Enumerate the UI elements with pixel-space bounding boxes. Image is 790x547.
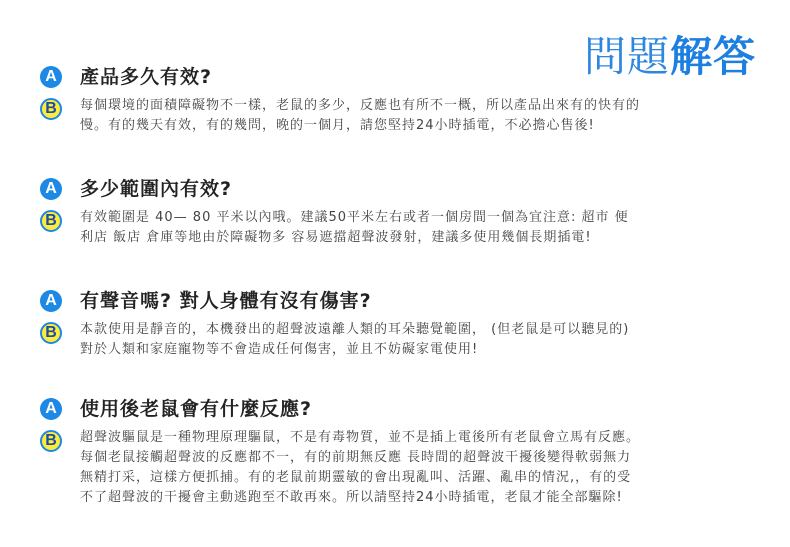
answer-text [80,428,760,508]
answer-text [80,208,760,248]
question-badge: A [40,290,62,312]
answer-line: 利店 飯店 倉庫等地由於障礙物多 容易遮擋超聲波發射，建議多使用幾個長期插電! [80,230,592,245]
faq-item [40,396,760,508]
question-row [40,396,760,422]
question-row [40,64,760,90]
answer-line: 慢。有的幾天有效，有的幾問，晚的一個月，請您堅持24小時插電，不必擔心售後! [80,118,595,133]
faq-item [40,288,760,360]
question-badge: A [40,178,62,200]
answer-badge: B [40,322,62,344]
answer-line: 超聲波驅鼠是一種物理原理驅鼠，不是有毒物質，並不是插上電後所有老鼠會立馬有反應。 [80,430,641,445]
answer-line: 每個老鼠接觸超聲波的反應都不一，有的前期無反應 長時間的超聲波干擾後變得軟弱無力 [80,450,632,465]
answer-text [80,96,760,136]
answer-row [40,208,760,248]
question-text: 產品多久有效? [80,66,213,88]
title-part-1: 問題 [583,32,670,81]
answer-line: 本款使用是靜音的，本機發出的超聲波遠離人類的耳朵聽覺範圍， (但老鼠是可以聽見的) [80,322,630,337]
answer-row [40,320,760,360]
question-text: 有聲音嗎? 對人身體有沒有傷害? [80,290,372,312]
answer-row [40,428,760,508]
answer-badge: B [40,210,62,232]
question-badge: A [40,398,62,420]
answer-text [80,320,760,360]
answer-line: 對於人類和家庭寵物等不會造成任何傷害，並且不妨礙家電使用! [80,342,479,357]
faq-item [40,64,760,136]
answer-line: 有效範圍是 40— 80 平米以內哦。建議50平米左右或者一個房間一個為宜注意: 超市 便 [80,210,629,225]
answer-line: 無精打采，這樣方便抓捕。有的老鼠前期靈敏的會出現亂叫、活躍、亂串的情況,，有的受 [80,470,632,485]
title-part-2: 解答 [669,32,756,81]
answer-line: 不了超聲波的干擾會主動逃跑至不敢再來。所以請堅持24小時插電，老鼠才能全部驅除! [80,490,623,505]
question-badge: A [40,66,62,88]
answer-badge: B [40,430,62,452]
answer-line: 每個環境的面積障礙物不一樣，老鼠的多少，反應也有所不一概，所以產品出來有的快有的 [80,98,641,113]
question-text: 使用後老鼠會有什麼反應? [80,398,313,420]
faq-item [40,176,760,248]
question-row [40,288,760,314]
answer-badge: B [40,98,62,120]
question-text: 多少範圍內有效? [80,178,233,200]
question-row [40,176,760,202]
answer-row [40,96,760,136]
